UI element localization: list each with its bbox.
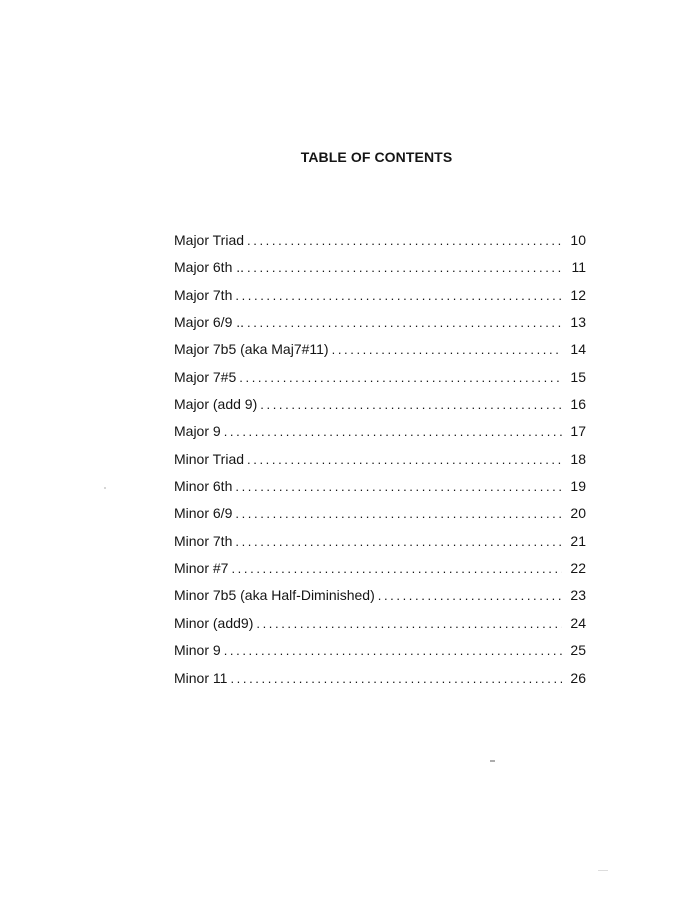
toc-entry-page-number: 19: [570, 478, 586, 495]
toc-entry-page-number: 10: [570, 232, 586, 248]
toc-entry-label: Minor #7: [174, 560, 229, 577]
scan-speck: [104, 487, 106, 489]
toc-entry-page-number: 22: [570, 560, 586, 577]
toc-entry-label: Major 7b5 (aka Maj7#11): [174, 341, 329, 358]
toc-entry-page-number: 17: [570, 423, 586, 440]
toc-entry-label: Major Triad: [174, 232, 245, 248]
dot-leader: [332, 342, 562, 357]
dot-leader: [235, 534, 562, 549]
toc-entry-label: Major 9: [174, 423, 221, 440]
toc-entry-page-number: 24: [570, 614, 586, 631]
dot-leader: [235, 288, 562, 303]
toc-entry: [174, 505, 586, 532]
toc-entry-page-number: 23: [570, 587, 586, 604]
dot-leader: [224, 424, 562, 439]
toc-entry-label: Minor (add9): [174, 614, 254, 631]
toc-entry: [174, 232, 586, 259]
toc-entry: [174, 478, 586, 505]
scan-speck: [490, 760, 495, 762]
toc-entry-page-number: 11: [571, 259, 586, 276]
toc-entry-label: Minor 6/9: [174, 505, 233, 522]
toc-entry-page-number: 21: [570, 532, 586, 549]
toc-entry: [174, 670, 586, 697]
toc-entry: [174, 587, 586, 614]
dot-leader: [247, 260, 562, 275]
toc-entry: [174, 369, 586, 396]
page-title: TABLE OF CONTENTS: [300, 149, 453, 165]
toc-entry-label: Major 7th: [174, 286, 233, 303]
toc-entry-label: Major 6th ..: [174, 259, 245, 276]
dot-leader: [230, 671, 562, 686]
toc-entry-label: Minor 6th: [174, 478, 233, 495]
toc-entry-page-number: 13: [570, 314, 586, 331]
toc-entry: [174, 259, 586, 286]
dot-leader: [235, 506, 562, 521]
toc-entry-label: Minor Triad: [174, 450, 245, 467]
toc-entry: [174, 423, 586, 450]
toc-entry-label: Minor 7th: [174, 532, 233, 549]
toc-entry-page-number: 25: [570, 642, 586, 659]
toc-entry-label: Major (add 9): [174, 396, 258, 413]
dot-leader: [247, 233, 562, 248]
toc-entry: [174, 314, 586, 341]
dot-leader: [231, 561, 562, 576]
toc-entry: [174, 560, 586, 587]
toc-entry: [174, 642, 586, 669]
dot-leader: [247, 315, 562, 330]
dot-leader: [260, 397, 562, 412]
dot-leader: [235, 479, 562, 494]
toc-entry-page-number: 26: [570, 669, 586, 686]
toc-entry-label: Major 6/9 ..: [174, 314, 245, 331]
toc-entry: [174, 615, 586, 642]
table-of-contents: [174, 232, 586, 697]
toc-entry-page-number: 20: [570, 505, 586, 522]
dot-leader: [247, 452, 562, 467]
toc-entry: [174, 533, 586, 560]
dot-leader: [239, 370, 562, 385]
toc-entry-page-number: 12: [570, 286, 586, 303]
dot-leader: [256, 616, 562, 631]
toc-entry: [174, 396, 586, 423]
toc-entry-label: Minor 11: [174, 669, 228, 686]
toc-entry-page-number: 15: [570, 368, 586, 385]
dot-leader: [224, 643, 562, 658]
toc-entry: [174, 287, 586, 314]
toc-entry: [174, 451, 586, 478]
toc-entry-label: Minor 9: [174, 642, 221, 659]
dot-leader: [378, 588, 562, 603]
toc-entry-page-number: 14: [570, 341, 586, 358]
toc-entry-page-number: 16: [570, 396, 586, 413]
toc-entry-label: Major 7#5: [174, 368, 237, 385]
scan-speck: [598, 870, 608, 871]
toc-entry-label: Minor 7b5 (aka Half-Diminished): [174, 587, 375, 604]
toc-entry-page-number: 18: [570, 450, 586, 467]
toc-entry: [174, 341, 586, 368]
